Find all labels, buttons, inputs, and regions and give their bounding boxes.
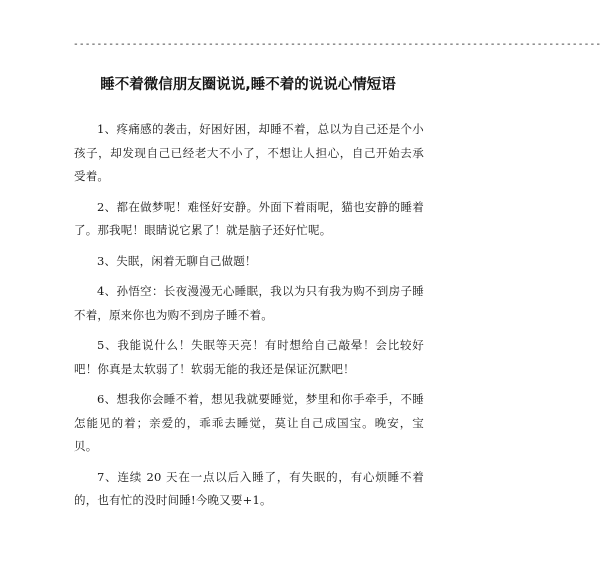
separator-line: ------------------------------------------------------------------------------------------ [73, 39, 601, 50]
paragraph: 7、连续 20 天在一点以后入睡了，有失眠的，有心烦睡不着的，也有忙的没时间睡!今晚又要+1。 [74, 469, 424, 507]
paragraph: 1、疼痛感的袭击，好困好困，却睡不着，总以为自己还是个小孩子，却发现自己已经老大不小了，不想让人担心，自己开始去承受着。 [74, 122, 424, 183]
paragraph: 2、都在做梦呢！难怪好安静。外面下着雨呢，猫也安静的睡着了。那我呢！眼睛说它累了！就是脑子还好忙呢。 [74, 199, 424, 237]
document-title: 睡不着微信朋友圈说说,睡不着的说说心情短语 [100, 77, 396, 93]
paragraph: 5、我能说什么！失眠等天亮！有时想给自己敲晕！会比较好吧！你真是太软弱了！软弱无能的我还是保证沉默吧！ [74, 338, 424, 376]
paragraph: 6、想我你会睡不着，想见我就要睡觉，梦里和你手牵手，不睡怎能见的着；亲爱的，乖乖去睡觉，莫让自己成国宝。晚安，宝贝。 [74, 392, 424, 453]
paragraph: 4、孙悟空：长夜漫漫无心睡眠，我以为只有我为购不到房子睡不着，原来你也为购不到房子睡不着。 [74, 284, 424, 322]
document-body [74, 118, 424, 520]
paragraph: 3、失眠，闲着无聊自己做题！ [97, 253, 257, 268]
